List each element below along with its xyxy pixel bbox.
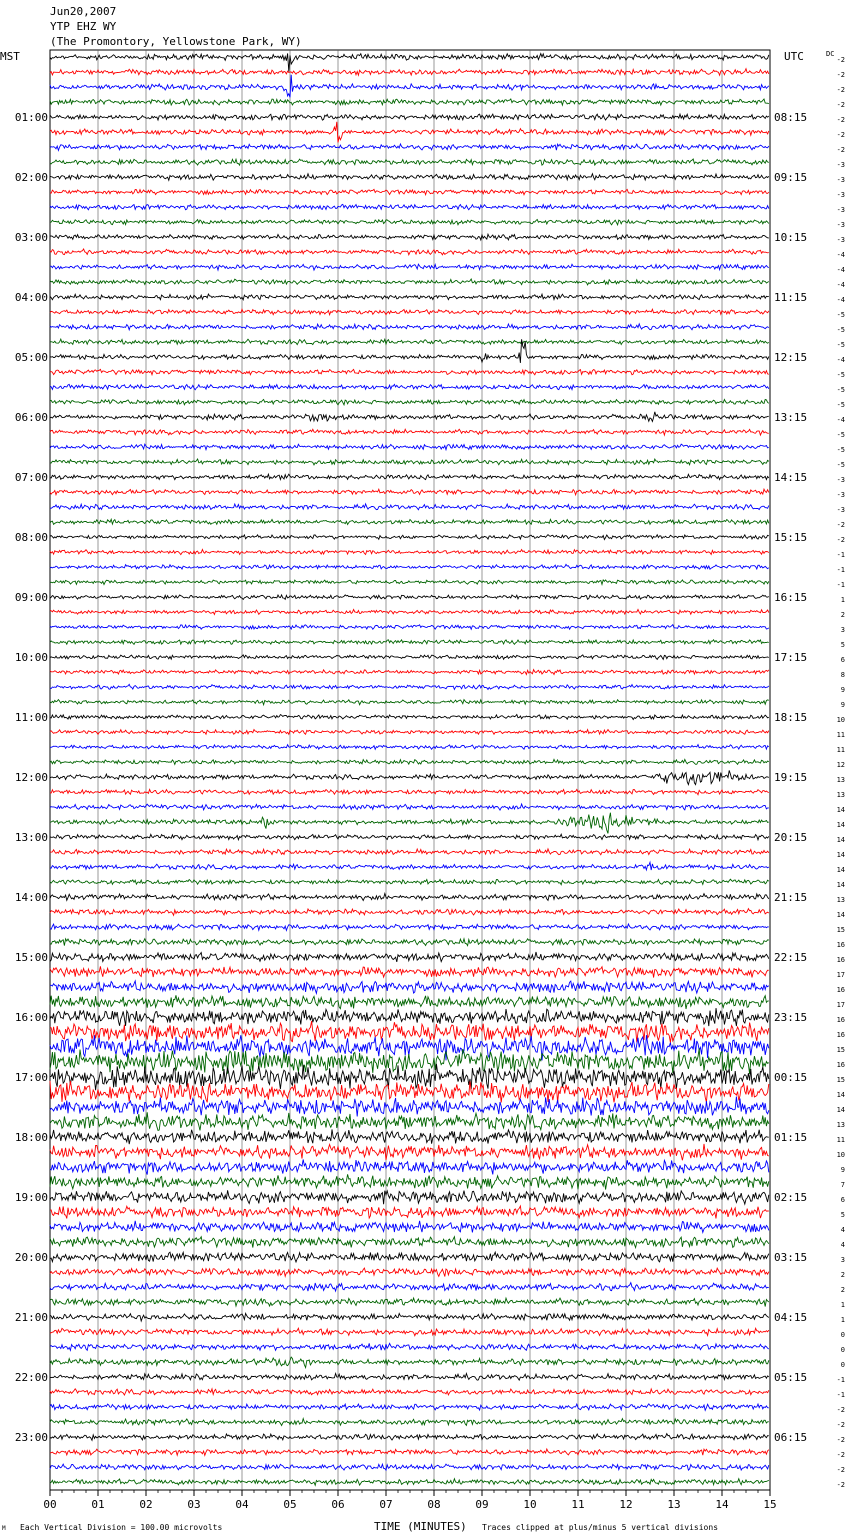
left-hour-label: 06:00 (14, 411, 48, 424)
seismogram-trace (50, 75, 769, 98)
x-tick-label: 02 (139, 1498, 153, 1511)
header-location: (The Promontory, Yellowstone Park, WY) (50, 35, 302, 48)
seismogram-trace (50, 730, 769, 735)
dc-offset-value: 9 (840, 1166, 845, 1174)
seismogram-trace (50, 1206, 769, 1219)
dc-offset-value: 14 (836, 836, 845, 844)
x-tick-label: 03 (187, 1498, 201, 1511)
dc-offset-value: 14 (836, 881, 845, 889)
x-tick-label: 04 (235, 1498, 249, 1511)
dc-offset-header: DC (826, 50, 835, 58)
seismogram-trace (50, 625, 769, 630)
right-hour-label: 22:15 (774, 951, 808, 964)
dc-offset-value: 6 (840, 656, 845, 664)
dc-offset-value: -2 (836, 1451, 845, 1459)
x-tick-label: 12 (619, 1498, 633, 1511)
dc-offset-value: 14 (836, 1091, 845, 1099)
seismogram-trace (50, 99, 769, 105)
seismogram-trace (50, 444, 769, 449)
dc-offset-value: -5 (836, 461, 845, 469)
right-hour-label: 01:15 (774, 1131, 808, 1144)
x-tick-label: 00 (43, 1498, 57, 1511)
seismogram-trace (50, 53, 769, 71)
dc-offset-value: -1 (836, 581, 845, 589)
dc-offset-value: -4 (836, 251, 845, 259)
seismogram-trace (50, 369, 769, 374)
seismogram-trace (50, 279, 769, 285)
dc-offset-value: -1 (836, 566, 845, 574)
dc-offset-value: 14 (836, 851, 845, 859)
dc-offset-value: -1 (836, 1376, 845, 1384)
seismogram-trace (50, 813, 769, 834)
seismogram-trace (50, 294, 769, 300)
dc-offset-value: 8 (840, 671, 845, 679)
right-hour-label: 23:15 (774, 1011, 808, 1024)
dc-offset-value: -3 (836, 176, 845, 184)
seismogram-trace (50, 384, 769, 389)
seismogram-trace (50, 114, 769, 120)
x-tick-label: 08 (427, 1498, 441, 1511)
seismogram-trace (50, 834, 769, 840)
dc-offset-value: 14 (836, 911, 845, 919)
dc-offset-value: 15 (836, 1076, 845, 1084)
dc-offset-value: -4 (836, 266, 845, 274)
dc-offset-value: -3 (836, 476, 845, 484)
seismogram-trace (50, 519, 769, 524)
seismogram-trace (50, 670, 769, 675)
dc-offset-value: -5 (836, 386, 845, 394)
left-hour-label: 01:00 (14, 111, 48, 124)
seismogram-trace (50, 564, 769, 569)
left-timezone-label: MST (0, 50, 20, 63)
seismogram-trace (50, 715, 769, 720)
seismogram-trace (50, 122, 769, 143)
right-hour-label: 03:15 (774, 1251, 808, 1264)
seismogram-trace (50, 1008, 769, 1026)
seismogram-trace (50, 966, 769, 977)
dc-offset-value: 16 (836, 1061, 845, 1069)
dc-offset-value: -4 (836, 281, 845, 289)
dc-offset-value: -5 (836, 326, 845, 334)
dc-offset-value: 16 (836, 941, 845, 949)
seismogram-trace (50, 1298, 769, 1306)
seismogram-trace (50, 1190, 769, 1204)
seismogram-trace (50, 400, 769, 405)
seismogram-trace (50, 1160, 769, 1175)
seismogram-trace (50, 324, 769, 330)
seismogram-trace (50, 339, 769, 345)
dc-offset-value: -3 (836, 161, 845, 169)
x-tick-label: 09 (475, 1498, 489, 1511)
seismogram-trace (50, 1174, 769, 1189)
dc-offset-value: -4 (836, 356, 845, 364)
seismogram-trace (50, 1419, 769, 1426)
seismogram-trace (50, 489, 769, 495)
seismogram-trace (50, 144, 769, 150)
seismogram-trace (50, 1374, 769, 1381)
seismogram-trace (50, 1283, 769, 1291)
dc-offset-value: -1 (836, 551, 845, 559)
seismogram-trace (50, 1268, 769, 1276)
dc-offset-value: -2 (836, 56, 845, 64)
dc-offset-value: -5 (836, 341, 845, 349)
right-hour-label: 19:15 (774, 771, 808, 784)
seismogram-trace (50, 429, 769, 435)
header-station: YTP EHZ WY (50, 20, 117, 33)
header-date: Jun20,2007 (50, 5, 117, 18)
dc-offset-value: 0 (840, 1361, 845, 1369)
seismogram-traces (50, 53, 769, 1485)
dc-offset-value: 17 (836, 1001, 845, 1009)
right-hour-label: 21:15 (774, 891, 808, 904)
dc-offset-value: -2 (836, 71, 845, 79)
seismogram-trace (50, 69, 769, 76)
seismogram-trace (50, 939, 769, 946)
dc-offset-value: 10 (836, 1151, 845, 1159)
dc-offset-value: 2 (840, 1286, 845, 1294)
left-hour-label: 07:00 (14, 471, 48, 484)
dc-offset-value: -5 (836, 371, 845, 379)
seismogram-trace (50, 159, 769, 165)
dc-offset-value: 2 (840, 1271, 845, 1279)
seismogram-trace (50, 1252, 769, 1262)
dc-offset-value: 1 (840, 1301, 845, 1309)
right-hour-label: 14:15 (774, 471, 808, 484)
right-hour-label: 20:15 (774, 831, 808, 844)
dc-offset-value: -3 (836, 236, 845, 244)
seismogram-trace (50, 1404, 769, 1410)
seismogram-trace (50, 474, 769, 479)
right-hour-label: 18:15 (774, 711, 808, 724)
dc-offset-value: -4 (836, 416, 845, 424)
seismogram-trace (50, 1112, 769, 1130)
dc-offset-value: 2 (840, 611, 845, 619)
right-hour-label: 04:15 (774, 1311, 808, 1324)
dc-offset-value: -3 (836, 206, 845, 214)
dc-offset-value: -5 (836, 446, 845, 454)
x-tick-label: 10 (523, 1498, 537, 1511)
dc-offset-value: 15 (836, 926, 845, 934)
dc-offset-value: 10 (836, 716, 845, 724)
left-hour-label: 05:00 (14, 351, 48, 364)
dc-offset-value: -5 (836, 401, 845, 409)
dc-offset-value: 13 (836, 1121, 845, 1129)
dc-offset-value: 4 (840, 1226, 845, 1234)
corner-mark: M (2, 1525, 6, 1532)
dc-offset-value: 11 (836, 731, 845, 739)
seismogram-trace (50, 1464, 769, 1470)
dc-offset-value: 5 (840, 1211, 845, 1219)
left-hour-label: 13:00 (14, 831, 48, 844)
seismogram-trace (50, 684, 769, 689)
dc-offset-value: 1 (840, 596, 845, 604)
seismogram-trace (50, 610, 769, 615)
seismogram-trace (50, 189, 769, 194)
seismogram-trace (50, 849, 769, 855)
right-hour-label: 16:15 (774, 591, 808, 604)
seismogram-trace (50, 580, 769, 585)
left-hour-label: 02:00 (14, 171, 48, 184)
seismogram-trace (50, 174, 769, 181)
x-axis-title: TIME (MINUTES) (374, 1520, 467, 1533)
seismogram-trace (50, 1313, 769, 1321)
dc-offset-value: -3 (836, 506, 845, 514)
seismogram-trace (50, 504, 769, 510)
right-hour-label: 00:15 (774, 1071, 808, 1084)
right-hour-label: 10:15 (774, 231, 808, 244)
seismogram-trace (50, 535, 769, 540)
dc-offset-value: -2 (836, 131, 845, 139)
dc-offset-value: -2 (836, 1466, 845, 1474)
right-hour-label: 17:15 (774, 651, 808, 664)
seismogram-trace (50, 550, 769, 555)
x-tick-label: 05 (283, 1498, 297, 1511)
dc-offset-value: -5 (836, 311, 845, 319)
x-tick-label: 15 (763, 1498, 777, 1511)
seismogram-trace (50, 789, 769, 794)
seismogram-trace (50, 264, 769, 270)
dc-offset-value: -5 (836, 431, 845, 439)
seismogram-trace (50, 1097, 769, 1117)
dc-offset-value: -4 (836, 296, 845, 304)
seismogram-trace (50, 1389, 769, 1395)
seismogram-trace (50, 1357, 769, 1368)
dc-offset-value: -2 (836, 146, 845, 154)
dc-offset-value: -3 (836, 191, 845, 199)
right-hour-label: 13:15 (774, 411, 808, 424)
right-hour-label: 11:15 (774, 291, 808, 304)
seismogram-trace (50, 995, 769, 1009)
seismogram-trace (50, 655, 769, 660)
right-hour-label: 15:15 (774, 531, 808, 544)
left-hour-label: 18:00 (14, 1131, 48, 1144)
left-hour-label: 14:00 (14, 891, 48, 904)
dc-offset-value: -2 (836, 521, 845, 529)
seismogram-trace (50, 952, 769, 962)
dc-offset-value: 12 (836, 761, 845, 769)
right-hour-label: 06:15 (774, 1431, 808, 1444)
right-hour-label: 05:15 (774, 1371, 808, 1384)
right-hour-label: 02:15 (774, 1191, 808, 1204)
dc-offset-value: 9 (840, 701, 845, 709)
dc-offset-value: 11 (836, 746, 845, 754)
seismogram-trace (50, 204, 769, 209)
seismogram-trace (50, 249, 769, 255)
left-hour-label: 22:00 (14, 1371, 48, 1384)
dc-offset-value: 13 (836, 896, 845, 904)
dc-offset-value: 0 (840, 1331, 845, 1339)
seismogram-trace (50, 1129, 769, 1144)
left-hour-label: 17:00 (14, 1071, 48, 1084)
dc-offset-value: -2 (836, 116, 845, 124)
seismogram-trace (50, 909, 769, 916)
dc-offset-value: 1 (840, 1316, 845, 1324)
dc-offset-value: 14 (836, 866, 845, 874)
seismogram-trace (50, 234, 769, 240)
seismogram-trace (50, 924, 769, 930)
left-hour-label: 23:00 (14, 1431, 48, 1444)
dc-offset-value: 14 (836, 821, 845, 829)
scale-note: Each Vertical Division = 100.00 microvolts (20, 1523, 223, 1532)
left-hour-label: 19:00 (14, 1191, 48, 1204)
seismogram-trace (50, 1434, 769, 1441)
dc-offset-value: 15 (836, 1046, 845, 1054)
dc-offset-value: 11 (836, 1136, 845, 1144)
dc-offset-value: -3 (836, 491, 845, 499)
dc-offset-value: 17 (836, 971, 845, 979)
dc-offset-value: -1 (836, 1391, 845, 1399)
dc-offset-value: 16 (836, 986, 845, 994)
dc-offset-value: 0 (840, 1346, 845, 1354)
seismogram-trace (50, 1449, 769, 1455)
seismogram-trace (50, 759, 769, 764)
dc-offset-value: 13 (836, 791, 845, 799)
dc-offset-value: -2 (836, 536, 845, 544)
seismogram-trace (50, 459, 769, 465)
dc-offset-value: -2 (836, 101, 845, 109)
left-hour-label: 09:00 (14, 591, 48, 604)
left-hour-label: 12:00 (14, 771, 48, 784)
seismogram-trace (50, 640, 769, 645)
dc-offset-value: -2 (836, 1421, 845, 1429)
x-tick-label: 13 (667, 1498, 681, 1511)
dc-offset-value: -2 (836, 1436, 845, 1444)
seismogram-trace (50, 1328, 769, 1336)
left-hour-label: 11:00 (14, 711, 48, 724)
seismogram-trace (50, 862, 769, 870)
seismogram-trace (50, 1237, 769, 1248)
dc-offset-value: 16 (836, 1016, 845, 1024)
dc-offset-value: 16 (836, 1031, 845, 1039)
dc-offset-value: -3 (836, 221, 845, 229)
seismogram-trace (50, 1479, 769, 1486)
seismogram-trace (50, 412, 769, 422)
x-tick-label: 11 (571, 1498, 585, 1511)
dc-offset-value: 3 (840, 1256, 845, 1264)
dc-offset-value: 6 (840, 1196, 845, 1204)
dc-offset-value: 9 (840, 686, 845, 694)
dc-offset-value: 14 (836, 1106, 845, 1114)
seismogram-trace (50, 879, 769, 885)
x-tick-label: 06 (331, 1498, 345, 1511)
seismogram-trace (50, 1221, 769, 1233)
x-tick-label: 14 (715, 1498, 729, 1511)
x-tick-label: 01 (91, 1498, 105, 1511)
seismogram-trace (50, 595, 769, 600)
left-hour-label: 20:00 (14, 1251, 48, 1264)
right-hour-label: 08:15 (774, 111, 808, 124)
seismogram-trace (50, 700, 769, 705)
seismogram-trace (50, 309, 769, 315)
dc-offset-value: -2 (836, 1481, 845, 1489)
left-hour-label: 03:00 (14, 231, 48, 244)
seismogram-trace (50, 220, 769, 225)
seismogram-trace (50, 1343, 769, 1350)
left-hour-label: 04:00 (14, 291, 48, 304)
dc-offset-value: 7 (840, 1181, 845, 1189)
left-hour-label: 08:00 (14, 531, 48, 544)
seismogram-trace (50, 1144, 769, 1160)
left-hour-label: 10:00 (14, 651, 48, 664)
clip-note: Traces clipped at plus/minus 5 vertical divisions (482, 1523, 719, 1532)
dc-offset-value: 3 (840, 626, 845, 634)
right-timezone-label: UTC (784, 50, 804, 63)
right-hour-label: 09:15 (774, 171, 808, 184)
dc-offset-value: 13 (836, 776, 845, 784)
dc-offset-value: 16 (836, 956, 845, 964)
right-hour-label: 12:15 (774, 351, 808, 364)
dc-offset-value: 5 (840, 641, 845, 649)
left-hour-label: 21:00 (14, 1311, 48, 1324)
seismogram-trace (50, 894, 769, 901)
seismogram-trace (50, 770, 769, 784)
x-tick-label: 07 (379, 1498, 393, 1511)
dc-offset-value: -2 (836, 1406, 845, 1414)
seismogram-trace (50, 745, 769, 750)
dc-offset-value: 4 (840, 1241, 845, 1249)
seismogram-trace (50, 981, 769, 994)
dc-offset-value: -2 (836, 86, 845, 94)
dc-offset-value: 14 (836, 806, 845, 814)
left-hour-label: 16:00 (14, 1011, 48, 1024)
seismogram-trace (50, 804, 769, 810)
left-hour-label: 15:00 (14, 951, 48, 964)
